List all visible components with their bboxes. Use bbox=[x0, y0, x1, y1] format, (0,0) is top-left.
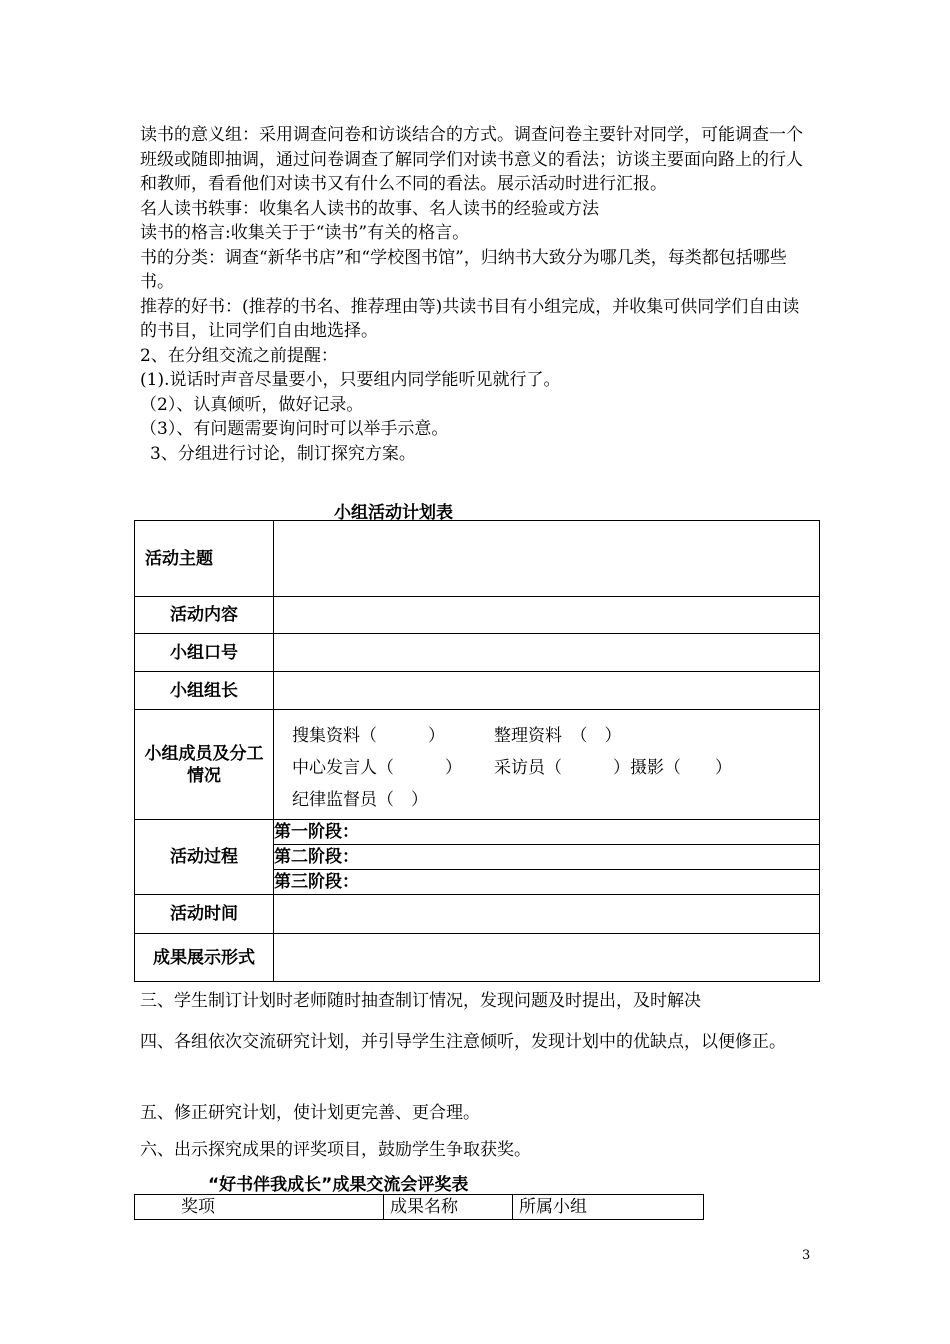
paragraph-recommended-books: 推荐的好书：(推荐的书名、推荐理由等)共读书目有小组完成，并收集可供同学们自由读的书目，让同学们自由地选择。 bbox=[140, 296, 800, 341]
stage-1: 第一阶段： bbox=[274, 820, 820, 845]
table-row bbox=[135, 895, 820, 934]
paragraph-group-discussion: 3、分组进行讨论，制订探究方案。 bbox=[150, 443, 416, 464]
page-number: 3 bbox=[802, 1248, 811, 1263]
label-slogan: 小组口号 bbox=[135, 634, 274, 672]
paragraph-book-classification: 书的分类：调查“新华书店”和“学校图书馆”，归纳书大致分为哪几类，每类都包括哪些书。 bbox=[140, 247, 787, 292]
paragraph-step-5: 五、修正研究计划，使计划更完善、更合理。 bbox=[140, 1103, 480, 1123]
header-award: 奖项 bbox=[135, 1195, 384, 1220]
cell-slogan-value bbox=[274, 634, 820, 672]
stage-2: 第二阶段： bbox=[274, 845, 820, 870]
plan-table-title: 小组活动计划表 bbox=[268, 498, 453, 523]
role-discipline: 纪律监督员（ ） bbox=[292, 790, 428, 810]
paragraph-reminder-2: （2）、认真倾听，做好记录。 bbox=[140, 394, 364, 415]
intro-paragraphs bbox=[140, 123, 812, 466]
label-members: 小组成员及分工情况 bbox=[135, 710, 274, 820]
group-name-blank bbox=[268, 502, 330, 521]
cell-content-value bbox=[274, 597, 820, 634]
cell-theme-value bbox=[274, 521, 820, 597]
cell-result-value bbox=[274, 934, 820, 982]
paragraph-reminder-3: （3）、有问题需要询问时可以举手示意。 bbox=[140, 419, 449, 439]
label-theme: 活动主题 bbox=[135, 521, 274, 597]
award-table bbox=[134, 1194, 704, 1220]
role-organize: 整理资料 （ ） bbox=[494, 726, 622, 746]
table-row bbox=[135, 672, 820, 710]
award-table-title: “好书伴我成长”成果交流会评奖表 bbox=[208, 1175, 469, 1195]
table-row bbox=[135, 934, 820, 982]
paragraph-mottos: 读书的格言:收集关于于“读书”有关的格言。 bbox=[140, 223, 470, 243]
role-interviewer: 采访员（ ） bbox=[494, 758, 630, 778]
cell-leader-value bbox=[274, 672, 820, 710]
table-row bbox=[135, 1195, 704, 1220]
label-leader: 小组组长 bbox=[135, 672, 274, 710]
table-row bbox=[135, 710, 820, 820]
header-group: 所属小组 bbox=[513, 1195, 704, 1220]
paragraph-reminder-heading: 2、在分组交流之前提醒： bbox=[140, 345, 338, 366]
paragraph-famous-anecdotes: 名人读书轶事：收集名人读书的故事、名人读书的经验或方法 bbox=[140, 198, 599, 219]
label-content: 活动内容 bbox=[135, 597, 274, 634]
paragraph-reading-meaning: 读书的意义组：采用调查问卷和访谈结合的方式。调查问卷主要针对同学，可能调查一个班级或随即抽调，通过问卷调查了解同学们对读书意义的看法；访谈主要面向路上的行人和教师，看看他们对读书又有什么不同的看法。展示活动时进行汇报。 bbox=[140, 125, 803, 194]
paragraph-reminder-1: (1).说话时声音尽量要小，只要组内同学能听见就行了。 bbox=[140, 370, 561, 390]
table-row bbox=[135, 521, 820, 597]
stage-3: 第三阶段： bbox=[274, 870, 820, 895]
role-speaker: 中心发言人（ ） bbox=[292, 758, 462, 778]
paragraph-step-4: 四、各组依次交流研究计划，并引导学生注意倾听，发现计划中的优缺点，以便修正。 bbox=[140, 1032, 786, 1052]
role-collect: 搜集资料（ ） bbox=[292, 726, 445, 746]
role-photo: 摄影（ ） bbox=[630, 758, 732, 778]
table-row bbox=[135, 634, 820, 672]
paragraph-step-6: 六、出示探究成果的评奖项目，鼓励学生争取获奖。 bbox=[140, 1140, 531, 1160]
label-process: 活动过程 bbox=[135, 820, 274, 895]
cell-members-roles bbox=[274, 710, 820, 820]
cell-time-value bbox=[274, 895, 820, 934]
header-result-name: 成果名称 bbox=[384, 1195, 513, 1220]
label-result: 成果展示形式 bbox=[135, 934, 274, 982]
table-row bbox=[135, 597, 820, 634]
label-time: 活动时间 bbox=[135, 895, 274, 934]
paragraph-step-3: 三、学生制订计划时老师随时抽查制订情况，发现问题及时提出，及时解决 bbox=[140, 991, 701, 1011]
table-row bbox=[135, 820, 820, 845]
activity-plan-table bbox=[134, 520, 820, 982]
